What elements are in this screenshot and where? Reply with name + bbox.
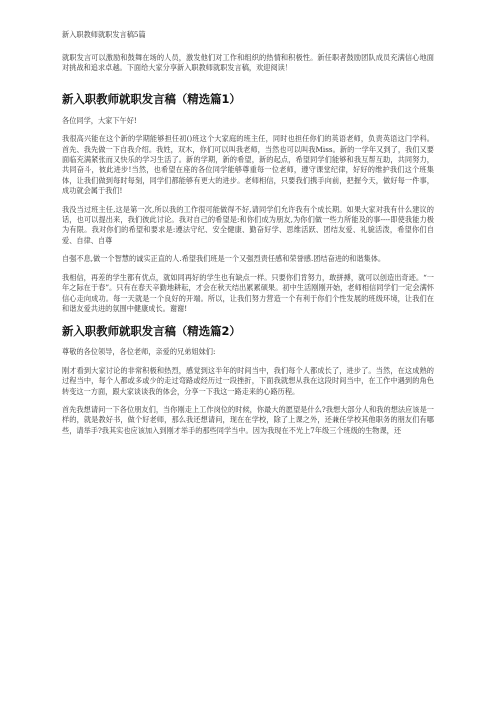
section-1-paragraph: 我很高兴能在这个新的学期能够担任初()班这个大家庭的班主任，同时也担任你们的英语老师，负责英语这门学科。首先、我先做一下自我介绍。我姓，双木，你们可以叫我老师，当然也可以叫我Miss。新的一学年又到了，我们又要面临充满紧张而又快乐的学习生活了。新的学期，新的希望，新的起点，希望同学们能够和我互帮互助，共同努力，共同奋斗，彼此进步!当然，也希望在座的各位同学能够尊重每一位老师，遵守课堂纪律，好好的维护我们这个班集体，让我们做到每时每刻，同学们都能够有更大的进步。老师相信，只要我们携手向前，把握今天，做好每一件事，成功就会属于我们! bbox=[62, 134, 434, 196]
document-page bbox=[62, 30, 434, 444]
section-1-paragraph: 各位同学，大家下午好! bbox=[62, 115, 137, 125]
intro-paragraph: 就职发言可以激励和鼓舞在场的人员，激发他们对工作和组织的热情和积极性。新任职者鼓励团队成员充满信心地面对挑战和追求卓越。下面给大家分享新入职教师就职发言稿，欢迎阅读！ bbox=[62, 53, 434, 73]
section-1-paragraph: 我相信，再差的学生都有优点，就如同再好的学生也有缺点一样。只要你们肯努力，敢拼搏，就可以创造出奇迹。“一年之际在于春”。只有在春天辛勤地耕耘，才会在秋天结出累累硕果。初中生活刚刚开始，老师相信同学们一定会满怀信心走向成功。每一天就是一个良好的开端。所以，让我们努力营造一个有利于你们个性发展的班级环境，让我们在和谐友爱共进的氛围中健康成长。谢谢! bbox=[62, 272, 434, 313]
section-1-paragraph: 我没当过班主任,这是第一次,所以我的工作很可能做得不好,请同学们允许我有个成长期。如果大家对我有什么建议的话，也可以提出来，我们彼此讨论。我对自己的希望是:和你们成为朋友,为你们做一些力所能及的事----即使我能力极为有限。我对你们的希望和要求是:遵法守纪、安全健康、勤奋好学、思维活跃、团结友爱、礼貌活泼，希望你们自爱、自律、自尊 bbox=[62, 204, 434, 245]
section-2-paragraph: 首先我想请问一下各位朋友们，当你刚走上工作岗位的时候，你最大的愿望是什么?我想大部分人和我的想法应该是一样的，就是教好书，做个好老师，那么我还想请问，现在在学校，除了上课之外，还兼任学校其他职务的朋友们有哪些，请举手?我其实也应该加入到刚才举手的那些同学当中。因为我现在不光上7年级三个班级的生物课，还 bbox=[62, 404, 434, 435]
section-1-heading: 新入职教师就职发言稿（精选篇1） bbox=[62, 91, 241, 106]
section-1-paragraph: 自强不息,做一个智慧的诚实正直的人.希望我们班是一个又强烈责任感和荣誉感.团结奋进的和谐集体。 bbox=[62, 254, 386, 264]
section-2-heading: 新入职教师就职发言稿（精选篇2） bbox=[62, 324, 241, 339]
section-2-paragraph: 刚才看到大家讨论的非常积极和热烈，感觉到这半年的时间当中，我们每个人都成长了，进步了。当然，在这成熟的过程当中，每个人都或多或少的走过弯路或经历过一段挫折，下面我就想从我在这段时间当中，在工作中遇到的角色转变这一方面，跟大家谈谈我的体会，分享一下我这一路走来的心路历程。 bbox=[62, 365, 434, 396]
document-title: 新入职教师就职发言稿5篇 bbox=[62, 30, 146, 39]
section-2-paragraph: 尊敬的各位领导，各位老师，亲爱的兄弟姐妹们: bbox=[62, 347, 216, 357]
